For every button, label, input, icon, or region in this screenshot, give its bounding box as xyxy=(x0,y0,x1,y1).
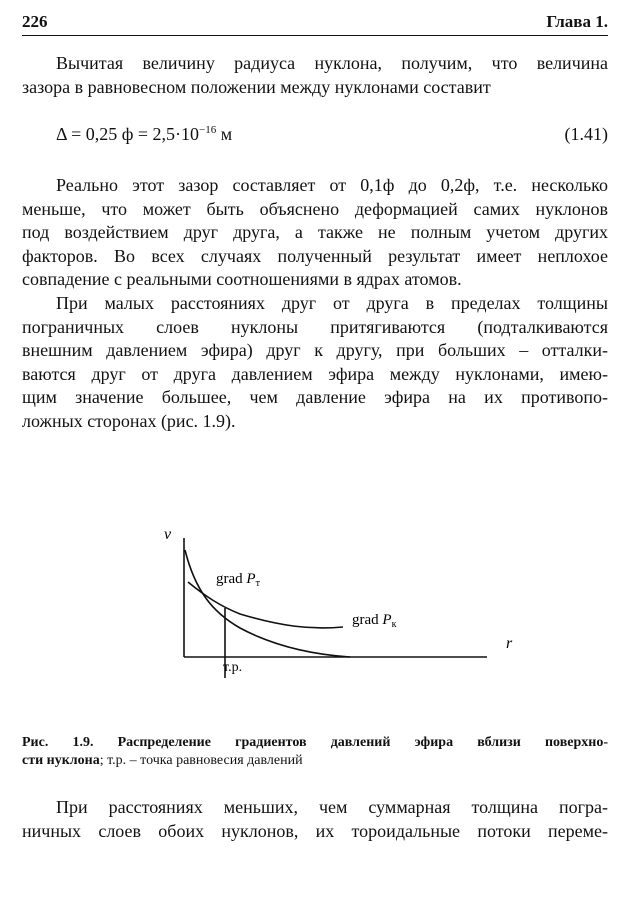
text-line: зазора в равновесном положении между нуклонами составит xyxy=(22,76,491,97)
label-grad-pk: grad $P_к$ xyxy=(352,612,397,630)
text-line: Вычитая величину радиуса нуклона, получим, что величина xyxy=(56,53,608,73)
text-line: совпадение с реальными соотношениями в ядрах атомов. xyxy=(22,269,462,289)
formula-exponent: −16 xyxy=(199,124,217,136)
text-line: Реально этот зазор составляет от 0,1ф до 0,2ф, т.е. несколько xyxy=(56,175,608,195)
caption-rest: ; т.р. – точка равновесия давлений xyxy=(99,753,303,768)
label-equilibrium-point: т.р. xyxy=(223,660,243,675)
text-line: ничных слоев обоих нуклонов, их тороидальные потоки переме- xyxy=(22,820,608,841)
x-axis-label: r xyxy=(506,635,513,652)
header-rule xyxy=(22,35,608,36)
text-line: щим значение большее, чем давление эфира на их противопо- xyxy=(22,387,608,407)
text-line: меньше, что может быть объяснено деформацией самих нуклонов xyxy=(22,198,608,219)
text-line: При малых расстояниях друг от друга в пределах толщины xyxy=(56,293,608,313)
label-grad-pt: grad $P_т$ xyxy=(216,571,260,589)
text-line: факторов. Во всех случаях полученный результат имеет неплохое xyxy=(22,245,608,266)
text-line: ложных сторонах (рис. 1.9). xyxy=(22,410,236,431)
page-header xyxy=(22,10,608,36)
figure-1-9 xyxy=(150,520,530,695)
page-number: 226 xyxy=(22,12,48,31)
text-line: пограничных слоев нуклоны притягиваются (подталкиваются xyxy=(22,316,608,337)
chapter-title: Глава 1. xyxy=(546,12,608,31)
paragraph-4 xyxy=(22,796,608,843)
figure-caption xyxy=(22,734,608,770)
formula xyxy=(56,124,232,145)
text-line: При расстояниях меньших, чем суммарная толщина погра- xyxy=(56,797,608,817)
text-line: ваются друг от друга давлением эфира между нуклонами, имею- xyxy=(22,363,608,384)
curve-grad-pt xyxy=(185,550,350,657)
y-axis-label: v xyxy=(164,526,172,543)
caption-bold-2: сти нуклона xyxy=(22,753,100,768)
paragraph-2 xyxy=(22,174,608,292)
paragraph-3 xyxy=(22,292,608,433)
caption-bold: Рис. 1.9. Распределение градиентов давлений эфира вблизи поверхно- xyxy=(22,735,608,750)
equation-number: (1.41) xyxy=(564,124,608,144)
paragraph-1 xyxy=(22,52,608,99)
text-line: под воздействием друг друга, а также не полным учетом других xyxy=(22,222,608,242)
text-line: внешним давлением эфира) друг к другу, при больших – отталки- xyxy=(22,340,608,360)
formula-unit: м xyxy=(216,124,233,144)
formula-body: Δ = 0,25 ф = 2,5·10 xyxy=(56,124,200,144)
